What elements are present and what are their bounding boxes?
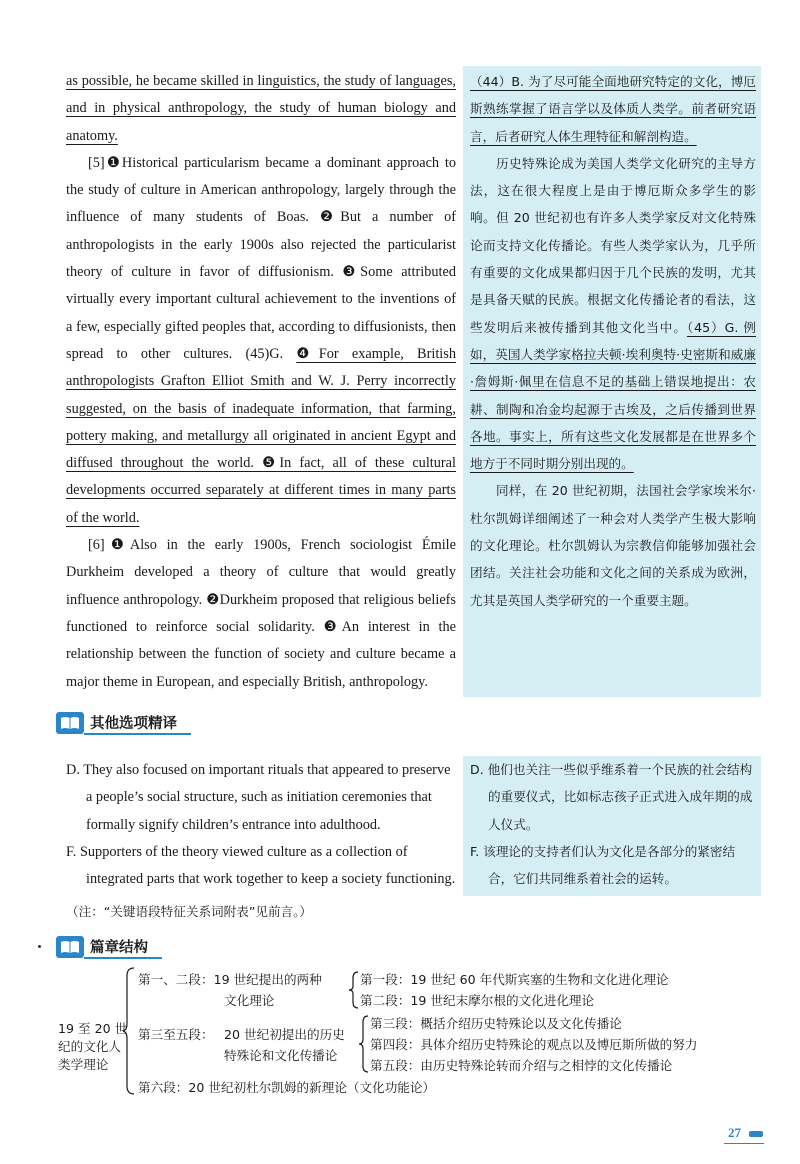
- cn-answer-44: （44）B. 为了尽可能全面地研究特定的文化，博厄斯熟练掌握了语言学以及体质人类学。前者研究语言，后者研究人体生理特征和解剖构造。: [470, 74, 756, 144]
- para-5: [66, 150, 456, 532]
- branch-2-line2: 特殊论和文化传播论: [224, 1048, 338, 1063]
- chinese-column: [470, 68, 756, 614]
- bullet-dot: [38, 945, 41, 948]
- structure-root-1: 19 至 20 世: [58, 1021, 128, 1036]
- para-1-summary: 第一段：19 世纪 60 年代斯宾塞的生物和文化进化理论: [360, 972, 669, 987]
- book-icon: [56, 712, 84, 734]
- answer-45: (45)G.: [245, 345, 297, 362]
- note: （注：“关键语段特征关系词附表”见前言。）: [66, 904, 313, 919]
- other-options-title: 其他选项精译: [84, 711, 191, 735]
- other-options-header: [56, 711, 191, 735]
- structure-header: [56, 935, 162, 959]
- para-4-end: as possible, he became skilled in linguistics, the study of languages, and in physical anthropology, the study of human biology and anatomy.: [66, 73, 456, 144]
- english-column: [66, 68, 456, 696]
- branch-1-brace: [348, 970, 360, 1010]
- option-f-cn: F. 该理论的支持者们认为文化是各部分的紧密结合，它们共同维系着社会的运转。: [470, 843, 736, 887]
- cn-para-5-a: 历史特殊论成为美国人类学文化研究的主导方法，这在很大程度上是由于博厄斯众多学生的影响。但 20 世纪初也有许多人类学家反对文化特殊论而支持文化传播论。有些人类学家认为，几乎所有重要的文化成果都归因于几个民族的发明，尤其是具备天赋的民族。根据文化传播论者的看法，这些发明后来被传播到其他文化当中。: [470, 155, 756, 335]
- para-3-summary: 第三段：概括介绍历史特殊论以及文化传播论: [370, 1016, 622, 1031]
- structure-root-2: 纪的文化人: [58, 1039, 121, 1054]
- branch-2-brace: [358, 1014, 370, 1074]
- page-corner-icon: [749, 1131, 763, 1137]
- cn-para-5: [470, 150, 756, 478]
- option-d-cn: D. 他们也关注一些似乎维系着一个民族的社会结构的重要仪式，比如标志孩子正式进入成年期的成人仪式。: [470, 762, 753, 832]
- page-number: 27: [728, 1125, 741, 1140]
- main-brace: [122, 966, 136, 1096]
- para-5-s5: ❺In fact, all of these cultural developments occurred separately at different times in many parts of the world.: [66, 455, 456, 526]
- option-d-en: D. They also focused on important rituals that appeared to preserve a people’s social structure, such as initiation ceremonies that formally signify children’s entrance into adulthood.: [66, 762, 451, 833]
- para-4-summary: 第四段：具体介绍历史特殊论的观点以及博厄斯所做的努力: [370, 1037, 698, 1052]
- options-chinese: [470, 756, 756, 892]
- option-f-en: F. Supporters of the theory viewed culture as a collection of integrated parts that work together to keep a society functioning.: [66, 843, 456, 888]
- para-5-s4: ❹For example, British anthropologists Grafton Elliot Smith and W. J. Perry incorrectly suggested, on the basis of inadequate information, that farming, pottery making, and metallurgy all originated in ancient Egypt and diffused throughout the world.: [66, 345, 456, 472]
- branch-3: 第六段：20 世纪初杜尔凯姆的新理论（文化功能论）: [138, 1080, 436, 1095]
- options-english: [66, 757, 458, 893]
- para-5-summary: 第五段：由历史特殊论转而介绍与之相悖的文化传播论: [370, 1058, 673, 1073]
- cn-para-5-b: （45）G. 例如，英国人类学家格拉夫顿·埃利奥特·史密斯和威廉·詹姆斯·佩里在信息不足的基础上错误地提出：农耕、制陶和冶金均起源于古埃及，之后传播到世界各地。事实上，所有这些文化发展都是在世界多个地方于不同时期分别出现的。: [470, 319, 756, 472]
- para-5-s3: ❸Some attributed virtually every important cultural achievement to the inventions of a few, especially gifted peoples that, according to diffusionists, then spread to other cultures.: [66, 264, 456, 362]
- para-6-label: [6]: [88, 537, 105, 554]
- branch-1-line2: 文化理论: [224, 993, 275, 1008]
- para-5-label: [5]: [88, 154, 105, 171]
- structure-root-3: 类学理论: [58, 1057, 109, 1072]
- para-5-s1: ❶Historical particularism became a dominant approach to the study of culture in American anthropology, largely through the influence of many students of Boas.: [66, 154, 456, 226]
- para-6-text: ❶Also in the early 1900s, French sociologist Émile Durkheim developed a theory of culture that would greatly influence anthropology. ❷Durkheim proposed that religious beliefs functioned to reinforce social solidarity. ❸An interest in the relationship between the function of society and culture became a major theme in European, and especially British, anthropology.: [66, 537, 456, 690]
- cn-para-6: 同样，在 20 世纪初期，法国社会学家埃米尔·杜尔凯姆详细阐述了一种会对人类学产生极大影响的文化理论。杜尔凯姆认为宗教信仰能够加强社会团结。关注社会功能和文化之间的关系成为欧洲，尤其是英国人类学研究的一个重要主题。: [470, 483, 756, 608]
- book-icon: [56, 936, 84, 958]
- para-6: [66, 532, 456, 696]
- structure-title: 篇章结构: [84, 935, 162, 959]
- branch-1-line1: 第一、二段：19 世纪提出的两种: [138, 972, 322, 987]
- para-5-s2: ❷But a number of anthropologists in the early 1900s also rejected the particularist theory of culture in favor of diffusionism.: [66, 209, 457, 281]
- branch-2-label: 第三至五段：: [138, 1027, 214, 1042]
- branch-2-line1: 20 世纪初提出的历史: [224, 1027, 345, 1042]
- para-2-summary: 第二段：19 世纪末摩尔根的文化进化理论: [360, 993, 595, 1008]
- page-number-rule: [724, 1143, 764, 1144]
